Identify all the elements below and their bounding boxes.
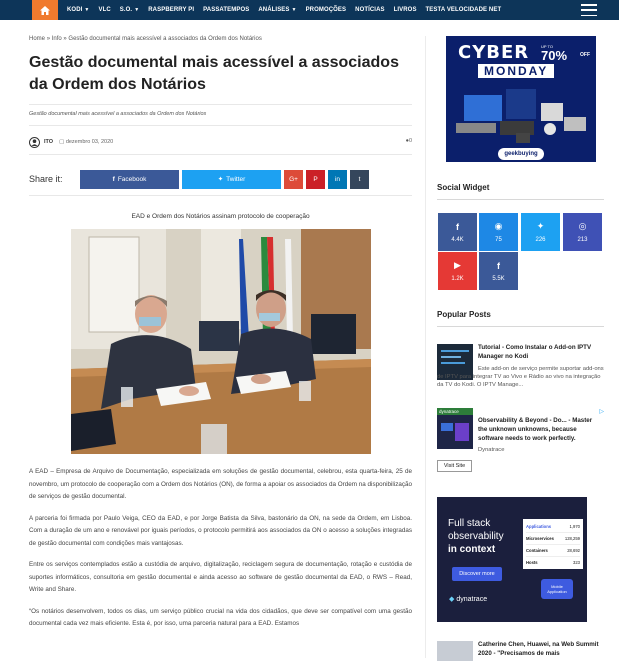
share-pinterest-button[interactable] <box>306 170 325 189</box>
visit-site-label: Visit Site <box>443 463 466 469</box>
divider <box>437 326 604 327</box>
nav-label: VLC <box>98 7 111 13</box>
ad-headline-3: in context <box>448 544 496 555</box>
breadcrumb-sep: » <box>46 36 51 42</box>
post-meta <box>29 136 412 148</box>
post-date <box>59 139 113 145</box>
social-tile-facebook[interactable] <box>438 213 477 251</box>
article-column <box>29 36 412 631</box>
article-paragraph: A EAD – Empresa de Arquivo de Documentação, especializada em soluções de gestão documental, celebrou, esta quarta-feira, 25 de novembro, um protocolo de cooperação com a Ordem dos Notários (ON), de forma a apoiar os associados da Ordem na disponibilização de serviços de gestão documental. <box>29 468 412 500</box>
ad-label-text: dynatrace <box>439 409 459 414</box>
nav-item-promocoes[interactable] <box>306 7 347 13</box>
tumblr-icon: t <box>358 175 361 183</box>
ad-headline <box>448 517 504 556</box>
visit-site-button[interactable] <box>437 460 472 472</box>
ad-brand-text: dynatrace <box>456 596 488 603</box>
author-avatar-icon <box>29 137 40 148</box>
social-tile-instagram[interactable] <box>563 213 602 251</box>
twitter-icon: ✦ <box>217 176 224 183</box>
ad-mobile-chip <box>541 579 573 599</box>
nav-item-passatempos[interactable] <box>203 7 249 13</box>
social-tile-twitter[interactable] <box>521 213 560 251</box>
ad-headline-2: observability <box>448 531 504 542</box>
divider <box>29 154 412 155</box>
comment-count-value: 0 <box>408 138 412 144</box>
social-widget-title: Social Widget <box>437 183 490 192</box>
social-count: 75 <box>495 237 502 243</box>
stat-value: 1,970 <box>569 524 580 529</box>
breadcrumb-info[interactable]: Info <box>51 36 62 42</box>
stat-key: Hosts <box>526 560 538 565</box>
share-twitter-button[interactable] <box>182 170 281 189</box>
nav-label: NOTÍCIAS <box>355 7 385 13</box>
share-facebook-button[interactable] <box>80 170 179 189</box>
caret-down-icon: ▼ <box>134 7 140 13</box>
nav-label: KODI <box>67 7 83 13</box>
menu-icon[interactable] <box>581 4 597 16</box>
breadcrumb <box>29 36 412 42</box>
nav-label: TESTA VELOCIDADE NET <box>425 7 502 13</box>
post-thumbnail <box>437 641 473 661</box>
nav-item-noticias[interactable] <box>355 7 384 13</box>
article-photo <box>71 229 371 454</box>
calendar-icon: ▢ <box>59 139 65 145</box>
nav-item-analises[interactable] <box>258 7 296 13</box>
ad-title[interactable]: Observability & Beyond - Do... - Master the unknown unknowns, because software needs to work perfectly. <box>478 417 593 442</box>
share-label: Share it: <box>29 174 63 184</box>
stat-key: Containers <box>526 548 548 553</box>
post-title[interactable]: Tutorial - Como Instalar o Add-on IPTV Manager no Kodi <box>478 344 592 360</box>
ad-dynatrace-logo <box>449 595 487 603</box>
nav-item-raspberry-pi[interactable] <box>148 7 194 13</box>
divider <box>29 125 412 126</box>
share-tumblr-button[interactable] <box>350 170 369 189</box>
ad-choices-icon[interactable]: ▷ <box>599 409 604 415</box>
messenger-icon: ◉ <box>494 221 503 231</box>
nav-label: S.O. <box>119 7 133 13</box>
breadcrumb-sep: » <box>63 36 67 42</box>
divider <box>29 195 412 196</box>
pinterest-icon: P <box>313 175 318 183</box>
nav-item-so[interactable] <box>120 7 139 13</box>
ad-off-label: OFF <box>580 52 590 58</box>
post-excerpt: Este add-on de serviço permite suportar add-ons de IPTV para integrar TV ao Vivo e Rádio ao vivo na integração da TV do Kodi. O IPTV Manage... <box>437 366 604 388</box>
article-paragraph: A parceria foi firmada por Paulo Veiga, CEO da EAD, e por Jorge Batista da Silva, bastonário da ON, na sede da Ordem, em Lisboa. Com a duração de um ano e renovável por iguais períodos, o protocolo permitirá aos associados da ON o acesso a soluções integradas de gestão documental com condições mais vantajosas. <box>29 514 412 547</box>
post-title[interactable]: Catherine Chen, Huawei, na Web Summit 2020 - "Precisamos de mais <box>478 641 599 657</box>
facebook-icon: f <box>112 175 115 183</box>
dynatrace-ad[interactable] <box>437 497 587 622</box>
divider <box>29 104 412 105</box>
ad-label-badge <box>437 408 473 415</box>
stat-key: Applications <box>526 524 552 529</box>
share-facebook-label: Facebook <box>117 175 147 183</box>
divider <box>437 199 604 200</box>
social-count: 226 <box>535 237 546 243</box>
comment-icon: ● <box>405 138 409 144</box>
nav-label: ANÁLISES <box>258 7 290 13</box>
ad-discount: 70% <box>541 48 568 63</box>
ad-cta-label: Discover more <box>459 571 495 577</box>
popular-post[interactable] <box>437 640 604 658</box>
share-bar <box>29 169 412 189</box>
stat-key: Microservices <box>526 536 554 541</box>
article-paragraph: “Os notários desenvolvem, todos os dias, um serviço público crucial na vida dos cidadãos, que deve ser compatível com uma gestão documental cada vez mais eficiente. Esta é, por isso, uma parceria natural para a EAD. Estamos <box>29 607 412 627</box>
article-body <box>29 466 412 631</box>
dynatrace-icon: ◆ <box>449 596 455 603</box>
twitter-icon: ✦ <box>536 221 545 231</box>
author-name[interactable]: ITO <box>44 139 54 145</box>
social-count: 4.4K <box>451 236 464 243</box>
share-linkedin-button[interactable] <box>328 170 347 189</box>
social-tile-youtube[interactable] <box>438 252 477 290</box>
article-excerpt: Gestão documental mais acessível a associados da Ordem dos Notários <box>29 111 207 117</box>
nav-label: RASPBERRY PI <box>148 7 195 13</box>
ad-cyber-text: CYBER <box>458 42 530 63</box>
youtube-icon: ▶ <box>454 260 461 270</box>
ad-monday-text: MONDAY <box>478 64 554 78</box>
native-ad[interactable] <box>437 408 604 469</box>
linkedin-icon: in <box>334 175 341 183</box>
social-tile-facebook-2[interactable] <box>479 252 518 290</box>
ad-up-to: UP TO <box>541 44 554 49</box>
home-icon <box>40 6 50 15</box>
ad-source: Dynatrace <box>478 447 505 453</box>
social-count: 1.2K <box>451 276 464 282</box>
stat-value: 128,259 <box>564 536 580 541</box>
column-divider <box>425 36 426 658</box>
article-paragraph: Entre os serviços contemplados estão a custódia de arquivo, digitalização, reciclagem segura de documentação, rotação e custódia de suportes informáticos, consultoria em gestão documental e ainda acesso ao software de gestão documental da EAD, o RWS – Read, Write and Share. <box>29 561 412 593</box>
breadcrumb-current: Gestão documental mais acessível a associados da Ordem dos Notários <box>68 36 262 42</box>
nav-item-kodi[interactable] <box>67 7 89 13</box>
post-date-text: dezembro 03, 2020 <box>65 139 114 145</box>
social-count: 213 <box>577 237 588 243</box>
image-caption: EAD e Ordem dos Notários assinam protocolo de cooperação <box>131 213 310 220</box>
breadcrumb-home[interactable]: Home <box>29 36 46 42</box>
stat-value: 28,692 <box>567 548 580 553</box>
share-gplus-button[interactable] <box>284 170 303 189</box>
nav-label: LIVROS <box>393 7 417 13</box>
nav-item-livros[interactable] <box>394 7 417 13</box>
ad-stats-card <box>523 519 583 569</box>
share-twitter-label: Twitter <box>226 175 246 183</box>
ad-brand-text: geekbuying <box>504 151 538 157</box>
facebook-icon: f <box>456 221 459 232</box>
ad-headline-1: Full stack <box>448 518 491 529</box>
ad-mobile-label: Mobile Application <box>547 584 567 594</box>
nav-label: PASSATEMPOS <box>203 7 250 13</box>
ad-products-image <box>446 81 596 151</box>
ad-thumbnail <box>437 415 473 449</box>
page-title: Gestão documental mais acessível a associados da Ordem dos Notários <box>29 54 399 93</box>
facebook-icon: f <box>497 260 500 271</box>
nav-item-testa-velocidade[interactable] <box>426 7 502 13</box>
caret-down-icon: ▼ <box>84 7 90 13</box>
social-count: 5.5K <box>492 275 505 282</box>
top-navbar <box>0 0 619 20</box>
social-tile-messenger[interactable] <box>479 213 518 251</box>
nav-item-vlc[interactable] <box>98 7 110 13</box>
stat-value: 323 <box>573 560 580 565</box>
ad-cta-button[interactable] <box>452 567 502 581</box>
ad-brand <box>498 148 544 160</box>
comment-count[interactable] <box>406 138 412 144</box>
caret-down-icon: ▼ <box>291 7 297 13</box>
gplus-icon: G+ <box>289 175 298 183</box>
instagram-icon: ◎ <box>578 221 587 231</box>
nav-label: PROMOÇÕES <box>305 7 347 13</box>
cyber-monday-ad[interactable] <box>446 36 596 162</box>
home-button[interactable] <box>32 0 58 20</box>
popular-posts-title: Popular Posts <box>437 310 491 319</box>
popular-post[interactable] <box>437 343 604 388</box>
